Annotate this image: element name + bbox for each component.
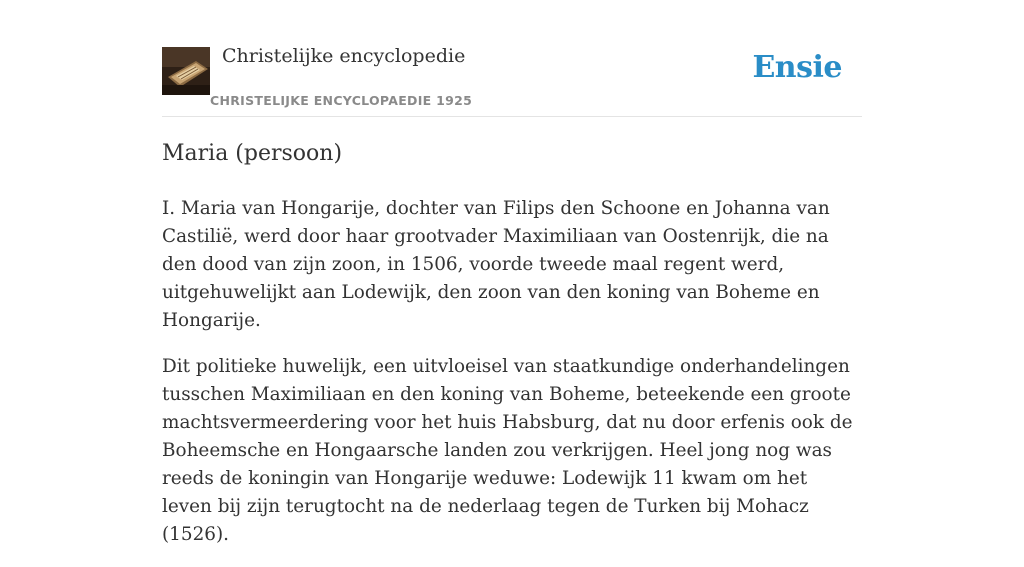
article-paragraph: I. Maria van Hongarije, dochter van Filips den Schoone en Johanna van Castilië, werd door haar grootvader Maximiliaan van Oostenrijk, die na den dood van zijn zoon, in 1506, voorde tweede maal regent werd, uitgehuwelijkt aan Lodewijk, den zoon van den koning van Boheme en Hongarije. bbox=[162, 198, 830, 331]
article bbox=[162, 138, 862, 567]
site-subtitle: CHRISTELIJKE ENCYCLOPAEDIE 1925 bbox=[210, 93, 473, 108]
site-title[interactable]: Christelijke encyclopedie bbox=[222, 45, 466, 67]
article-title: Maria (persoon) bbox=[162, 141, 343, 166]
article-paragraph: Dit politieke huwelijk, een uitvloeisel van staatkundige onderhandelingen tusschen Maximiliaan en den koning van Boheme, beteekende een groote machtsvermeerdering voor het huis Habsburg, dat nu door erfenis ook de Boheemsche en Hongaarsche landen zou verkrijgen. Heel jong nog was reeds de koningin van Hongarije weduwe: Lodewijk 11 kwam om het leven bij zijn terugtocht na de nederlaag tegen de Turken bij Mohacz (1526). bbox=[162, 356, 853, 545]
brand-logo[interactable]: Ensie bbox=[752, 50, 842, 85]
book-cover-icon[interactable] bbox=[162, 47, 210, 95]
site-header bbox=[162, 0, 862, 117]
